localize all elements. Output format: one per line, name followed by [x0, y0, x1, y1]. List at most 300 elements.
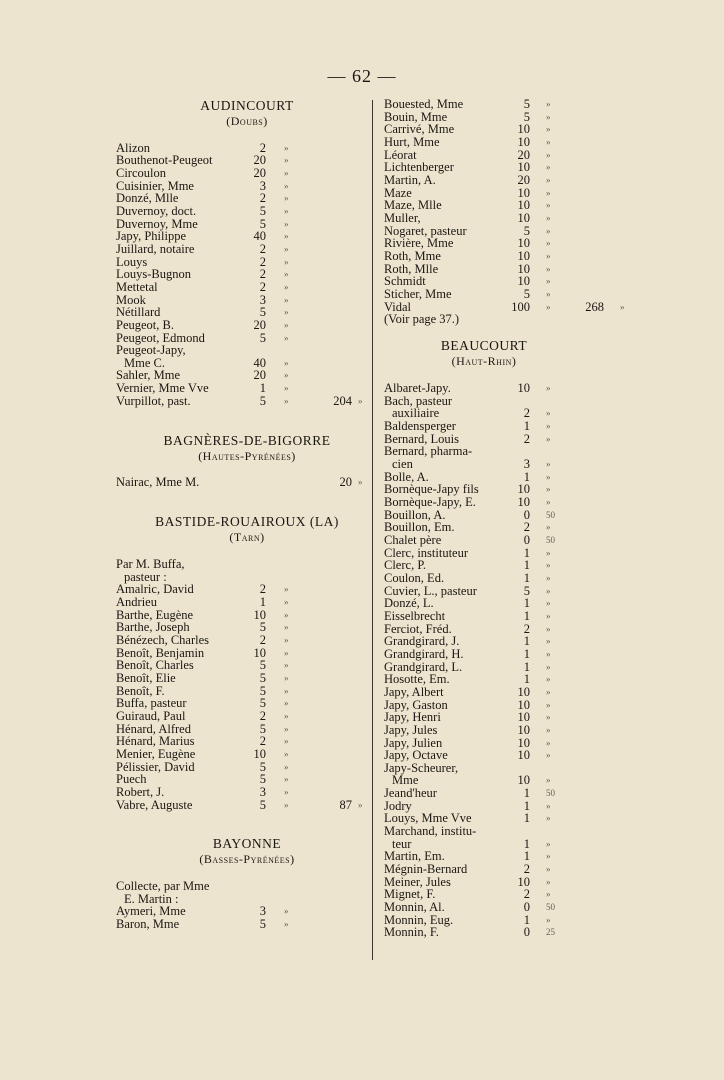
amount: 0 — [523, 900, 530, 915]
subscriber-name: Martin, A. — [384, 172, 436, 187]
amount-unit: » — [546, 876, 551, 887]
subscriber-row — [384, 635, 584, 648]
subscriber-name: Monnin, F. — [384, 925, 439, 940]
amount: 3 — [259, 784, 266, 799]
subscriber-row — [116, 918, 378, 931]
section-title-bagneres: BAGNÈRES-DE-BIGORRE — [163, 432, 331, 448]
amount: 10 — [253, 746, 266, 761]
subscriber-name: Puech — [116, 772, 147, 787]
amount: 1 — [523, 608, 530, 623]
subscriber-name: Japy, Philippe — [116, 229, 187, 244]
amount-unit: » — [546, 459, 551, 470]
amount: 1 — [523, 419, 530, 434]
subscriber-row — [384, 420, 584, 433]
amount-unit: » — [546, 636, 551, 647]
amount: 5 — [259, 203, 266, 218]
subscriber-row — [116, 786, 378, 799]
amount-unit: » — [546, 174, 551, 185]
subscriber-row — [116, 281, 378, 294]
subscriber-name: Vabre, Auguste — [116, 797, 193, 812]
subscriber-name: Bolle, A. — [384, 469, 429, 484]
subscriber-row — [116, 596, 378, 609]
amount: 2 — [259, 254, 266, 269]
subscriber-row — [116, 382, 378, 395]
subscriber-name: Cuvier, L., pasteur — [384, 583, 477, 598]
subscriber-row — [116, 243, 378, 256]
subscriber-name: Bach, pasteur — [384, 393, 453, 408]
amount-unit: » — [546, 851, 551, 862]
subscriber-name: Bouillon, Em. — [384, 520, 455, 535]
subscriber-row — [384, 250, 584, 263]
amount-unit: » — [546, 99, 551, 109]
amount-unit: » — [546, 737, 551, 748]
subscriber-name: Duvernoy, Mme — [116, 216, 198, 231]
subscriber-name: Rivière, Mme — [384, 236, 454, 251]
subscriber-name: Benoît, F. — [116, 683, 165, 698]
amount-unit: » — [546, 301, 551, 312]
amount: 2 — [259, 734, 266, 749]
subscriber-name: Peugeot, B. — [116, 317, 174, 332]
amount: 1 — [523, 634, 530, 649]
amount-unit: » — [284, 357, 289, 368]
subscriber-name: Léorat — [384, 147, 417, 162]
subscriber-name: Clerc, instituteur — [384, 545, 469, 560]
section-subtitle-bastide: (Tarn) — [229, 530, 265, 545]
subscriber-row — [384, 926, 584, 939]
amount: 5 — [523, 109, 530, 124]
subscriber-list-audincourt — [116, 142, 378, 408]
subscriber-name: Nétillard — [116, 305, 161, 320]
amount-unit: » — [284, 370, 289, 381]
subscriber-name: Bornèque-Japy, E. — [384, 495, 476, 510]
section-title-bastide: BASTIDE-ROUAIROUX (LA) — [155, 514, 339, 530]
amount: 5 — [259, 305, 266, 320]
amount-unit: » — [284, 748, 289, 759]
subscriber-name: pasteur : — [124, 569, 167, 584]
subscriber-name: Donzé, L. — [384, 596, 434, 611]
subscriber-row — [384, 174, 584, 187]
subscriber-name: Roth, Mlle — [384, 261, 439, 276]
amount: 10 — [517, 381, 530, 396]
subscriber-row — [384, 136, 584, 149]
section-title-bayonne: BAYONNE — [212, 836, 282, 852]
amount: 1 — [523, 469, 530, 484]
amount-unit: » — [546, 610, 551, 621]
amount-unit: » — [546, 674, 551, 685]
amount-unit: 50 — [546, 509, 555, 520]
total-unit: » — [358, 395, 363, 406]
amount: 1 — [523, 672, 530, 687]
subscriber-row — [384, 98, 584, 111]
amount-unit: » — [284, 597, 289, 607]
amount-unit: » — [546, 547, 551, 558]
subscriber-name: cien — [392, 457, 413, 472]
subscriber-name: Bornèque-Japy fils — [384, 482, 479, 497]
subscriber-row — [116, 558, 378, 571]
subscriber-row — [116, 799, 378, 812]
amount: 1 — [523, 659, 530, 674]
subscriber-name: Monnin, Al. — [384, 900, 445, 915]
amount: 5 — [259, 670, 266, 685]
amount: 20 — [253, 153, 266, 168]
subscriber-row — [384, 496, 584, 509]
amount: 10 — [517, 160, 530, 175]
amount-unit: » — [546, 560, 551, 571]
section-title-beaucourt: BEAUCOURT — [440, 338, 528, 354]
amount-unit: » — [546, 800, 551, 811]
amount-unit: » — [284, 395, 289, 406]
section-subtitle-beaucourt: (Haut-Rhin) — [451, 354, 517, 369]
subscriber-name: Menier, Eugène — [116, 746, 196, 761]
subscriber-row — [384, 711, 584, 724]
subscriber-row — [384, 610, 584, 623]
amount-unit: » — [284, 294, 289, 305]
subscriber-name: Baldensperger — [384, 419, 456, 434]
subscriber-name: Japy, Albert — [384, 684, 444, 699]
amount-unit: » — [546, 699, 551, 710]
subscriber-name: Vernier, Mme Vve — [116, 381, 209, 396]
amount-unit: » — [546, 408, 551, 419]
amount: 5 — [259, 917, 266, 932]
amount: 10 — [253, 607, 266, 622]
subscriber-name: Carrivé, Mme — [384, 122, 455, 137]
amount: 10 — [517, 210, 530, 225]
amount: 3 — [259, 292, 266, 307]
subscriber-name: Lichtenberger — [384, 160, 454, 175]
subscriber-name: Bénézech, Charles — [116, 632, 210, 647]
amount-unit: » — [546, 136, 551, 147]
amount: 10 — [517, 261, 530, 276]
amount: 5 — [259, 721, 266, 736]
total-unit: » — [620, 301, 625, 312]
amount: 20 — [517, 147, 530, 162]
amount: 10 — [517, 122, 530, 137]
amount: 10 — [517, 722, 530, 737]
subscriber-list-beaucourt — [384, 382, 584, 939]
amount-unit: » — [284, 231, 289, 242]
amount-unit: » — [284, 710, 289, 721]
amount: 3 — [259, 904, 266, 919]
subscriber-name: Andrieu — [116, 595, 157, 609]
subscriber-name: Ferciot, Fréd. — [384, 621, 452, 636]
amount: 10 — [517, 134, 530, 149]
subscriber-name: Buffa, pasteur — [116, 696, 187, 711]
amount: 2 — [259, 191, 266, 206]
subscriber-name: Bernard, Louis — [384, 431, 459, 446]
amount: 5 — [523, 97, 530, 111]
subscriber-row — [116, 773, 378, 786]
amount: 2 — [259, 241, 266, 256]
subscriber-name: Louys, Mme Vve — [384, 811, 472, 826]
amount: 10 — [517, 697, 530, 712]
subscriber-row — [116, 880, 378, 893]
subscriber-name: Bouin, Mme — [384, 109, 448, 124]
amount: 5 — [259, 216, 266, 231]
subscriber-name: Sticher, Mme — [384, 286, 452, 301]
amount-unit: » — [284, 799, 289, 810]
amount-unit: » — [284, 634, 289, 645]
amount-unit: 50 — [546, 902, 555, 913]
amount-unit: » — [546, 813, 551, 824]
subscriber-list-continued — [384, 97, 625, 314]
subscriber-list-bagneres — [116, 476, 378, 489]
amount: 2 — [523, 621, 530, 636]
amount: 1 — [523, 786, 530, 801]
amount-unit: » — [284, 307, 289, 318]
subscriber-name: Mme — [392, 773, 419, 788]
amount-unit: » — [546, 661, 551, 672]
subscriber-name: E. Martin : — [124, 891, 179, 906]
subscriber-name: Schmidt — [384, 274, 426, 289]
see-page-note: (Voir page 37.) — [384, 312, 460, 327]
subscriber-name: Hurt, Mme — [384, 134, 440, 149]
right-column — [384, 97, 625, 940]
subscriber-row — [116, 476, 378, 489]
amount-unit: » — [546, 598, 551, 609]
left-column — [116, 98, 378, 931]
subscriber-name: Bouillon, A. — [384, 507, 446, 522]
amount-unit: » — [546, 724, 551, 735]
amount-unit: » — [284, 193, 289, 204]
subscriber-name: Roth, Mme — [384, 248, 441, 263]
amount-unit: » — [284, 281, 289, 292]
subscriber-name: Vurpillot, past. — [116, 393, 191, 408]
amount: 5 — [523, 223, 530, 238]
amount: 0 — [523, 507, 530, 522]
amount-unit: » — [284, 180, 289, 191]
amount-unit: » — [284, 685, 289, 696]
amount: 5 — [259, 658, 266, 673]
amount-unit: » — [546, 433, 551, 444]
amount-unit: » — [546, 522, 551, 533]
section-subtitle-audincourt: (Doubs) — [226, 114, 268, 128]
amount: 10 — [517, 248, 530, 263]
subscriber-row — [116, 344, 378, 357]
subscriber-name: Hénard, Marius — [116, 734, 195, 749]
subscriber-name: Japy, Julien — [384, 735, 443, 750]
subscriber-name: Juillard, notaire — [116, 241, 195, 256]
subscriber-name: Pélissier, David — [116, 759, 195, 774]
section-title-audincourt: AUDINCOURT — [200, 98, 294, 113]
subscriber-row — [384, 648, 584, 661]
amount-unit: » — [284, 622, 289, 633]
subscriber-row — [384, 572, 584, 585]
amount: 1 — [523, 912, 530, 927]
amount-unit: 50 — [546, 788, 555, 799]
subscriber-name: Japy-Scheurer, — [384, 760, 459, 775]
subscriber-name: Japy, Octave — [384, 748, 448, 763]
amount: 0 — [523, 533, 530, 547]
subscriber-row — [384, 275, 584, 288]
amount: 1 — [523, 570, 530, 585]
subscriber-name: Mégnin-Bernard — [384, 862, 468, 877]
section-subtitle-bagneres: (Hautes-Pyrénées) — [198, 448, 296, 463]
amount: 5 — [523, 286, 530, 301]
amount-unit: » — [284, 723, 289, 734]
amount: 1 — [259, 381, 266, 396]
amount: 5 — [523, 583, 530, 598]
amount-unit: » — [546, 421, 551, 432]
amount-unit: » — [546, 238, 551, 249]
amount: 10 — [517, 735, 530, 750]
subscriber-name: Donzé, Mlle — [116, 191, 179, 206]
subscriber-name: Sahler, Mme — [116, 368, 181, 383]
subscriber-name: Marchand, institu- — [384, 824, 477, 839]
amount: 10 — [517, 710, 530, 725]
amount-unit: » — [284, 919, 289, 930]
amount: 20 — [253, 368, 266, 383]
subscriber-name: Martin, Em. — [384, 849, 445, 864]
amount: 1 — [523, 596, 530, 611]
subscriber-name: Japy, Gaston — [384, 697, 448, 712]
subscriber-row — [384, 212, 584, 225]
subscriber-name: Nogaret, pasteur — [384, 223, 467, 238]
amount-unit: » — [546, 200, 551, 211]
amount: 10 — [517, 482, 530, 497]
subscriber-name: Maze — [384, 185, 412, 200]
subscriber-name: Peugeot-Japy, — [116, 343, 186, 358]
amount: 5 — [259, 696, 266, 711]
amount: 10 — [517, 748, 530, 763]
subscriber-name: Albaret-Japy. — [384, 381, 451, 396]
amount: 1 — [523, 836, 530, 851]
amount-unit: » — [546, 250, 551, 261]
total-unit: » — [358, 477, 363, 488]
amount: 5 — [259, 683, 266, 698]
amount-unit: » — [284, 205, 289, 216]
subscriber-row — [384, 686, 584, 699]
subscriber-row — [384, 724, 584, 737]
subscriber-row — [384, 825, 584, 838]
subscriber-row — [384, 445, 584, 458]
subscriber-name: Baron, Mme — [116, 917, 180, 932]
amount-unit: » — [546, 471, 551, 482]
subscriber-name: Coulon, Ed. — [384, 570, 445, 585]
subscriber-name: Muller, — [384, 210, 421, 225]
subscriber-name: Aymeri, Mme — [116, 904, 186, 919]
amount-unit: » — [284, 142, 289, 153]
amount-unit: » — [546, 111, 551, 122]
amount-unit: » — [546, 914, 551, 925]
amount-unit: » — [546, 648, 551, 659]
amount-unit: » — [546, 775, 551, 786]
amount-unit: » — [546, 712, 551, 723]
subscriber-name: Chalet père — [384, 533, 442, 547]
amount-unit: 50 — [546, 535, 555, 545]
amount-unit: » — [546, 864, 551, 875]
amount: 10 — [517, 236, 530, 251]
subscriber-list-bastide — [116, 558, 378, 811]
amount: 2 — [523, 520, 530, 535]
amount-unit: » — [284, 609, 289, 620]
subscriber-name: Hénard, Alfred — [116, 721, 191, 736]
amount: 3 — [523, 457, 530, 472]
subscriber-name: Eisselbrecht — [384, 608, 446, 623]
amount-unit: » — [284, 647, 289, 658]
subscriber-row — [384, 534, 584, 547]
subscriber-row — [384, 787, 584, 800]
amount-unit: » — [284, 906, 289, 917]
subscriber-row — [384, 288, 584, 301]
subscriber-name: Benoît, Elie — [116, 670, 176, 685]
amount-unit: » — [546, 572, 551, 583]
subscriber-name: Par M. Buffa, — [116, 557, 185, 572]
amount-unit: » — [284, 319, 289, 330]
amount-unit: » — [284, 774, 289, 785]
amount-unit: » — [284, 383, 289, 394]
amount: 100 — [511, 299, 530, 314]
subscriber-row — [116, 634, 378, 647]
amount: 5 — [259, 330, 266, 345]
subscriber-name: Mettetal — [116, 279, 158, 294]
amount-unit: » — [546, 276, 551, 287]
subscriber-name: teur — [392, 836, 412, 851]
amount: 2 — [523, 887, 530, 902]
subscriber-row — [116, 306, 378, 319]
amount: 5 — [259, 772, 266, 787]
subscriber-name: Benoît, Charles — [116, 658, 194, 673]
subscriber-row — [384, 237, 584, 250]
subscriber-row — [116, 710, 378, 723]
subscriber-name: Grandgirard, H. — [384, 646, 464, 661]
amount: 1 — [259, 595, 266, 609]
amount-unit: » — [546, 149, 551, 160]
subscriber-name: Cuisinier, Mme — [116, 178, 194, 193]
amount-unit: » — [546, 225, 551, 236]
subscriber-name: Louys-Bugnon — [116, 267, 191, 282]
amount: 20 — [517, 172, 530, 187]
amount-unit: » — [546, 124, 551, 135]
amount-unit: » — [546, 288, 551, 299]
subscriber-row — [384, 901, 584, 914]
subscriber-name: auxiliaire — [392, 406, 440, 421]
amount: 10 — [517, 773, 530, 788]
amount-unit: » — [284, 256, 289, 267]
subscriber-row — [384, 199, 584, 212]
amount: 0 — [523, 925, 530, 940]
subscriber-name: Vidal — [384, 299, 412, 314]
subscriber-row — [116, 697, 378, 710]
amount: 2 — [259, 140, 266, 155]
subscriber-name: Japy, Henri — [384, 710, 441, 725]
amount: 10 — [517, 684, 530, 699]
amount-unit: » — [546, 585, 551, 596]
amount: 3 — [259, 178, 266, 193]
subscriber-row — [384, 458, 584, 471]
amount-unit: » — [546, 484, 551, 495]
subscriber-name: Meiner, Jules — [384, 874, 451, 889]
amount: 2 — [259, 279, 266, 294]
subscriber-name: Maze, Mlle — [384, 198, 442, 213]
page-number: — 62 — — [327, 66, 397, 86]
subscriber-row — [116, 167, 378, 180]
subscriber-name: Benoît, Benjamin — [116, 645, 205, 660]
amount: 20 — [253, 317, 266, 332]
amount-unit: » — [546, 383, 551, 394]
subscriber-row — [384, 863, 584, 876]
subscriber-name: Grandgirard, L. — [384, 659, 463, 674]
amount: 10 — [517, 274, 530, 289]
subscriber-row — [116, 319, 378, 332]
section-total: 87 — [339, 797, 352, 812]
amount-unit: » — [284, 243, 289, 254]
section-total: 268 — [585, 299, 604, 314]
amount-unit: » — [546, 750, 551, 761]
amount: 1 — [523, 545, 530, 560]
subscriber-list-bayonne — [116, 880, 378, 931]
amount-unit: » — [546, 187, 551, 198]
amount-unit: » — [284, 155, 289, 166]
